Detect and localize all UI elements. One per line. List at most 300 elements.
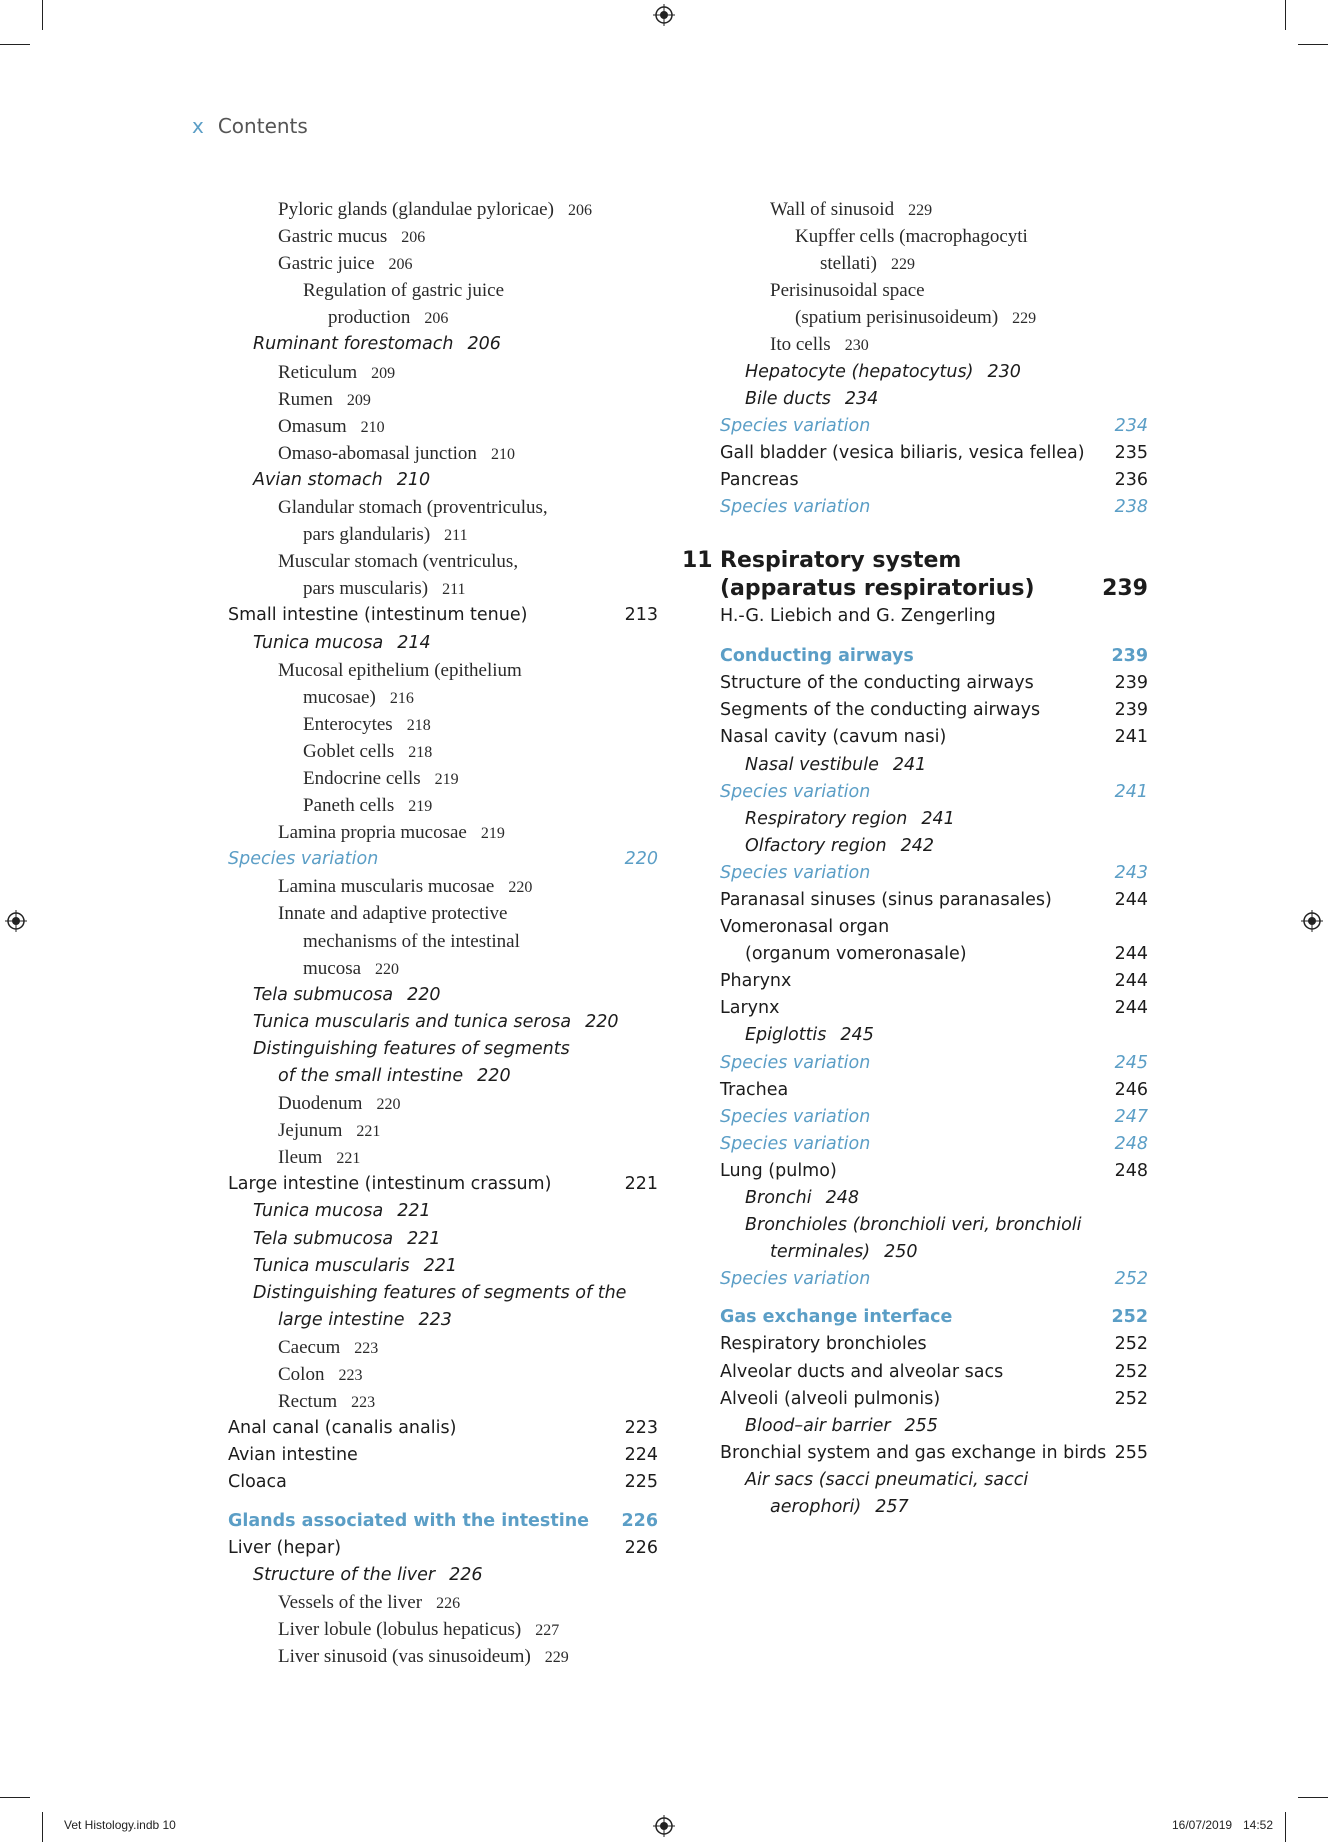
toc-entry-title: Species variation bbox=[720, 1052, 871, 1073]
toc-entry bbox=[720, 413, 1148, 440]
running-header bbox=[192, 114, 308, 138]
toc-entry bbox=[228, 1144, 658, 1171]
toc-entry-title: Bronchioles (bronchioli veri, bronchioli bbox=[745, 1215, 1082, 1236]
toc-entry bbox=[228, 521, 658, 548]
toc-entry-page: 210 bbox=[396, 469, 431, 490]
toc-entry bbox=[720, 1359, 1148, 1386]
toc-entry-page: 220 bbox=[407, 984, 441, 1005]
toc-entry-page: 242 bbox=[900, 835, 934, 856]
toc-entry-page: 210 bbox=[490, 445, 515, 463]
toc-entry bbox=[720, 1050, 1148, 1077]
toc-entry-title: Alveoli (alveoli pulmonis) bbox=[720, 1388, 941, 1409]
toc-entry bbox=[228, 1388, 658, 1415]
toc-entry-page: 245 bbox=[1114, 1052, 1148, 1073]
toc-entry bbox=[228, 738, 658, 765]
toc-entry bbox=[720, 1185, 1148, 1212]
toc-entry-title: Large intestine (intestinum crassum) bbox=[228, 1174, 552, 1195]
toc-entry bbox=[228, 196, 658, 223]
toc-entry-page: 234 bbox=[1114, 415, 1148, 436]
crop-mark bbox=[42, 1812, 43, 1842]
toc-entry bbox=[228, 602, 658, 629]
footer-date: 16/07/2019 bbox=[1172, 1818, 1233, 1832]
toc-entry-title: (spatium perisinusoideum) 229 bbox=[795, 307, 1037, 329]
toc-entry bbox=[228, 1198, 658, 1225]
toc-entry-page: 221 bbox=[336, 1150, 361, 1168]
running-header-title: Contents bbox=[217, 114, 308, 138]
toc-entry-title: Pharynx bbox=[720, 971, 792, 992]
toc-entry-page: 219 bbox=[480, 825, 505, 843]
toc-entry-title: Trachea bbox=[720, 1079, 789, 1100]
toc-entry bbox=[720, 359, 1148, 386]
toc-entry-page: 244 bbox=[1114, 944, 1148, 965]
toc-entry bbox=[228, 331, 658, 358]
toc-entry-page: 223 bbox=[418, 1309, 452, 1330]
toc-entry-page: 244 bbox=[1114, 998, 1148, 1019]
toc-entry-page: 252 bbox=[1114, 1388, 1148, 1409]
chapter-title-line-2: (apparatus respiratorius) bbox=[720, 576, 1035, 602]
toc-entry-title: Endocrine cells 219 bbox=[303, 767, 459, 789]
toc-entry-title: Paneth cells 219 bbox=[303, 795, 433, 817]
chapter-title-line-1: Respiratory system bbox=[720, 548, 962, 574]
toc-entry-page: 211 bbox=[444, 527, 468, 545]
toc-entry bbox=[228, 1090, 658, 1117]
toc-entry-page: 255 bbox=[1114, 1442, 1148, 1463]
toc-entry bbox=[720, 494, 1148, 521]
toc-entry bbox=[228, 1562, 658, 1589]
toc-entry bbox=[228, 494, 658, 521]
toc-entry bbox=[228, 955, 658, 982]
toc-entry-page: 209 bbox=[371, 364, 396, 382]
toc-entry-title: Small intestine (intestinum tenue) bbox=[228, 605, 528, 626]
toc-entry-title: terminales) 250 bbox=[770, 1242, 918, 1263]
toc-entry bbox=[720, 440, 1148, 467]
toc-entry-title: Gall bladder (vesica biliaris, vesica fellea) bbox=[720, 442, 1085, 463]
toc-entry-page: 221 bbox=[407, 1228, 441, 1249]
toc-entry-page: 229 bbox=[890, 256, 915, 274]
toc-entry-page: 206 bbox=[424, 310, 449, 328]
toc-entry bbox=[720, 1266, 1148, 1293]
toc-entry bbox=[720, 467, 1148, 494]
toc-section-heading bbox=[720, 1304, 1148, 1331]
toc-entry-page: 223 bbox=[351, 1394, 376, 1412]
toc-entry-title: pars glandularis) 211 bbox=[303, 524, 468, 546]
toc-entry bbox=[228, 846, 658, 873]
toc-entry-page: 206 bbox=[567, 202, 592, 219]
chapter-page: 239 bbox=[1102, 576, 1148, 602]
toc-entry-title: Species variation bbox=[720, 415, 871, 436]
toc-entry-page: 252 bbox=[1114, 1334, 1148, 1355]
registration-mark-icon bbox=[1301, 910, 1323, 932]
crop-mark bbox=[0, 44, 30, 45]
toc-entry bbox=[228, 792, 658, 819]
toc-entry-title: Distinguishing features of segments of the bbox=[253, 1282, 627, 1303]
toc-entry-title: of the small intestine 220 bbox=[278, 1066, 511, 1086]
toc-entry-page: 236 bbox=[1114, 469, 1148, 490]
crop-mark bbox=[1298, 1797, 1328, 1798]
toc-entry bbox=[228, 250, 658, 277]
toc-entry-title: mucosa 220 bbox=[303, 957, 400, 979]
toc-entry bbox=[720, 250, 1148, 277]
toc-entry bbox=[228, 1442, 658, 1469]
toc-entry bbox=[720, 941, 1148, 968]
toc-entry-page: 239 bbox=[1111, 646, 1148, 667]
toc-entry-title: stellati) 229 bbox=[820, 253, 915, 275]
crop-mark bbox=[1285, 0, 1286, 30]
toc-entry-title: Goblet cells 218 bbox=[303, 740, 433, 762]
toc-entry-title: Tela submucosa 220 bbox=[253, 984, 441, 1005]
toc-entry-page: 226 bbox=[621, 1510, 658, 1531]
toc-entry-title: Glands associated with the intestine bbox=[228, 1510, 590, 1531]
toc-entry bbox=[228, 1226, 658, 1253]
toc-entry-title: Species variation bbox=[720, 1133, 871, 1154]
toc-entry-page: 218 bbox=[408, 743, 433, 761]
toc-entry bbox=[228, 684, 658, 711]
toc-entry bbox=[228, 277, 658, 304]
crop-mark bbox=[1285, 1812, 1286, 1842]
toc-entry-page: 221 bbox=[624, 1174, 658, 1195]
toc-entry-page: 226 bbox=[449, 1564, 483, 1585]
toc-entry-title: Glandular stomach (proventriculus, bbox=[278, 497, 548, 519]
toc-entry-page: 246 bbox=[1114, 1079, 1148, 1100]
toc-entry bbox=[720, 196, 1148, 223]
toc-entry-title: Wall of sinusoid 229 bbox=[770, 199, 933, 220]
toc-entry bbox=[228, 359, 658, 386]
toc-entry-title: Liver sinusoid (vas sinusoideum) 229 bbox=[278, 1645, 569, 1667]
toc-entry-page: 220 bbox=[508, 879, 533, 897]
toc-entry bbox=[720, 860, 1148, 887]
toc-entry bbox=[228, 711, 658, 738]
toc-entry-page: 219 bbox=[408, 798, 433, 816]
toc-entry-title: Conducting airways bbox=[720, 646, 914, 667]
toc-entry bbox=[228, 1009, 658, 1036]
toc-entry-title: (organum vomeronasale) bbox=[745, 944, 967, 965]
toc-entry bbox=[228, 1117, 658, 1144]
running-header-page-number: x bbox=[192, 114, 204, 138]
toc-entry-title: Ruminant forestomach 206 bbox=[253, 334, 501, 355]
toc-entry-title: Species variation bbox=[720, 1106, 871, 1127]
toc-entry-page: 243 bbox=[1114, 862, 1148, 883]
toc-entry-title: Bronchi 248 bbox=[745, 1188, 859, 1208]
toc-entry bbox=[228, 1361, 658, 1388]
toc-entry-title: Gastric mucus 206 bbox=[278, 226, 426, 248]
toc-entry-title: Cloaca bbox=[228, 1472, 287, 1493]
toc-entry bbox=[720, 833, 1148, 860]
chapter-heading bbox=[682, 547, 1148, 603]
toc-entry-page: 211 bbox=[442, 581, 466, 599]
toc-entry bbox=[228, 765, 658, 792]
toc-entry bbox=[720, 304, 1148, 331]
crop-mark bbox=[42, 0, 43, 30]
toc-entry-page: 227 bbox=[535, 1621, 560, 1639]
toc-entry-title: Gastric juice 206 bbox=[278, 253, 413, 275]
toc-entry-title: Reticulum 209 bbox=[278, 361, 396, 383]
toc-entry bbox=[720, 1239, 1148, 1266]
toc-entry-title: Lamina propria mucosae 219 bbox=[278, 822, 505, 844]
toc-entry bbox=[228, 440, 658, 467]
toc-entry-title: Species variation bbox=[720, 781, 871, 802]
contents-right-column bbox=[682, 196, 1148, 1521]
toc-entry-title: Hepatocyte (hepatocytus) 230 bbox=[745, 361, 1021, 382]
toc-entry bbox=[720, 1158, 1148, 1185]
toc-entry-title: Tela submucosa 221 bbox=[253, 1228, 441, 1249]
toc-entry bbox=[720, 1131, 1148, 1158]
toc-entry-page: 220 bbox=[624, 849, 658, 870]
toc-entry bbox=[720, 1413, 1148, 1440]
toc-entry-title: Liver (hepar) bbox=[228, 1537, 342, 1558]
toc-entry-page: 235 bbox=[1114, 442, 1148, 463]
toc-entry-title: Rectum 223 bbox=[278, 1391, 376, 1413]
toc-entry-page: 214 bbox=[397, 632, 431, 653]
toc-entry-title: Omaso-abomasal junction 210 bbox=[278, 442, 515, 464]
toc-entry-page: 223 bbox=[354, 1339, 379, 1357]
toc-entry-title: mechanisms of the intestinal bbox=[303, 930, 520, 952]
toc-entry bbox=[228, 630, 658, 657]
toc-entry bbox=[720, 1331, 1148, 1358]
toc-entry bbox=[228, 982, 658, 1009]
toc-entry-title: Nasal cavity (cavum nasi) bbox=[720, 727, 947, 748]
toc-entry-title: Paranasal sinuses (sinus paranasales) bbox=[720, 889, 1052, 910]
toc-entry-title: Enterocytes 218 bbox=[303, 713, 431, 735]
toc-entry-page: 247 bbox=[1114, 1106, 1148, 1127]
toc-entry-title: pars muscularis) 211 bbox=[303, 578, 466, 600]
toc-entry-title: mucosae) 216 bbox=[303, 686, 414, 708]
registration-mark-icon bbox=[653, 4, 675, 26]
toc-entry bbox=[720, 887, 1148, 914]
toc-entry bbox=[720, 697, 1148, 724]
toc-entry bbox=[228, 223, 658, 250]
toc-entry-title: Bile ducts 234 bbox=[745, 388, 879, 409]
toc-entry-title: Alveolar ducts and alveolar sacs bbox=[720, 1361, 1004, 1382]
toc-entry-page: 213 bbox=[624, 605, 658, 626]
toc-entry bbox=[720, 1386, 1148, 1413]
toc-entry bbox=[720, 968, 1148, 995]
toc-entry-title: Epiglottis 245 bbox=[745, 1025, 874, 1046]
toc-entry-title: Larynx bbox=[720, 998, 780, 1019]
toc-entry bbox=[228, 1334, 658, 1361]
toc-entry bbox=[720, 752, 1148, 779]
toc-entry-page: 221 bbox=[397, 1201, 431, 1222]
toc-entry-page: 206 bbox=[467, 334, 501, 355]
toc-entry bbox=[228, 548, 658, 575]
toc-entry bbox=[228, 819, 658, 846]
toc-entry-title: aerophori) 257 bbox=[770, 1497, 909, 1518]
toc-entry-title: Distinguishing features of segments bbox=[253, 1038, 570, 1059]
toc-entry bbox=[720, 670, 1148, 697]
toc-entry-page: 225 bbox=[624, 1472, 658, 1493]
toc-entry-title: Regulation of gastric juice bbox=[303, 280, 505, 302]
toc-entry-page: 241 bbox=[1114, 781, 1148, 802]
toc-entry-title: Respiratory bronchioles bbox=[720, 1334, 927, 1355]
toc-entry bbox=[228, 1415, 658, 1442]
toc-entry-title: Tunica muscularis and tunica serosa 220 bbox=[253, 1011, 619, 1032]
toc-entry-page: 239 bbox=[1114, 700, 1148, 721]
toc-entry-title: Innate and adaptive protective bbox=[278, 903, 508, 925]
toc-entry-title: Lung (pulmo) bbox=[720, 1160, 837, 1181]
toc-entry-page: 248 bbox=[825, 1188, 859, 1208]
toc-entry bbox=[228, 413, 658, 440]
chapter-number: 11 bbox=[682, 548, 713, 574]
toc-entry-page: 220 bbox=[376, 1096, 401, 1114]
toc-entry-page: 210 bbox=[360, 418, 385, 436]
toc-entry-title: Species variation bbox=[228, 849, 379, 870]
toc-entry-page: 238 bbox=[1114, 497, 1148, 518]
toc-entry-page: 230 bbox=[987, 361, 1021, 382]
crop-mark bbox=[0, 1797, 30, 1798]
toc-entry-page: 219 bbox=[434, 770, 459, 788]
toc-entry-page: 244 bbox=[1114, 889, 1148, 910]
toc-entry bbox=[720, 1104, 1148, 1131]
toc-entry bbox=[228, 386, 658, 413]
registration-mark-icon bbox=[5, 910, 27, 932]
toc-entry-page: 223 bbox=[624, 1418, 658, 1439]
toc-entry-page: 221 bbox=[356, 1123, 381, 1141]
toc-entry-title: Duodenum 220 bbox=[278, 1093, 401, 1115]
toc-entry-page: 209 bbox=[346, 391, 371, 409]
toc-entry-page: 250 bbox=[884, 1242, 918, 1263]
toc-entry-title: Respiratory region 241 bbox=[745, 808, 955, 829]
toc-entry-title: Liver lobule (lobulus hepaticus) 227 bbox=[278, 1618, 560, 1640]
toc-entry-title: Perisinusoidal space bbox=[770, 280, 925, 302]
toc-entry-page: 229 bbox=[908, 202, 933, 219]
toc-entry bbox=[228, 467, 658, 494]
toc-entry-page: 239 bbox=[1114, 673, 1148, 694]
toc-entry-title: Pyloric glands (glandulae pyloricae) 206 bbox=[278, 199, 592, 220]
toc-entry bbox=[720, 995, 1148, 1022]
toc-entry-page: 255 bbox=[904, 1415, 938, 1436]
toc-entry bbox=[228, 1171, 658, 1198]
toc-entry bbox=[720, 1022, 1148, 1049]
toc-entry-page: 206 bbox=[401, 229, 426, 247]
toc-entry bbox=[720, 1077, 1148, 1104]
toc-entry-title: Vomeronasal organ bbox=[720, 917, 890, 938]
toc-entry bbox=[720, 223, 1148, 250]
toc-entry bbox=[228, 657, 658, 684]
toc-entry bbox=[228, 1063, 658, 1090]
toc-entry bbox=[228, 575, 658, 602]
footer-file: Vet Histology.indb 10 bbox=[64, 1818, 176, 1832]
toc-entry-title: Tunica muscularis 221 bbox=[253, 1255, 458, 1276]
crop-mark bbox=[1298, 44, 1328, 45]
toc-entry bbox=[720, 806, 1148, 833]
toc-entry bbox=[720, 914, 1148, 941]
toc-entry-title: Pancreas bbox=[720, 469, 799, 490]
toc-entry bbox=[720, 1494, 1148, 1521]
toc-entry bbox=[720, 779, 1148, 806]
toc-entry-title: Ileum 221 bbox=[278, 1147, 361, 1169]
contents-left-column bbox=[228, 196, 658, 1670]
toc-entry-title: Air sacs (sacci pneumatici, sacci bbox=[745, 1469, 1029, 1490]
toc-entry-title: Segments of the conducting airways bbox=[720, 700, 1041, 721]
toc-entry bbox=[720, 1467, 1148, 1494]
toc-entry bbox=[228, 1307, 658, 1334]
toc-entry bbox=[720, 331, 1148, 358]
toc-entry-title: Avian intestine bbox=[228, 1445, 358, 1466]
toc-entry-title: Jejunum 221 bbox=[278, 1120, 381, 1142]
toc-entry-title: Omasum 210 bbox=[278, 415, 385, 437]
toc-entry-page: 226 bbox=[436, 1594, 461, 1612]
toc-entry bbox=[228, 1280, 658, 1307]
toc-entry-page: 244 bbox=[1114, 971, 1148, 992]
toc-entry bbox=[228, 928, 658, 955]
toc-entry-title: Olfactory region 242 bbox=[745, 835, 934, 856]
toc-entry bbox=[228, 873, 658, 900]
toc-entry-title: large intestine 223 bbox=[278, 1309, 452, 1330]
toc-section-heading bbox=[720, 643, 1148, 670]
toc-entry-title: Avian stomach 210 bbox=[253, 469, 431, 490]
toc-entry-title: Nasal vestibule 241 bbox=[745, 754, 927, 775]
toc-entry bbox=[228, 1253, 658, 1280]
toc-entry-page: 248 bbox=[1114, 1133, 1148, 1154]
toc-entry-title: Structure of the conducting airways bbox=[720, 673, 1034, 694]
toc-entry-title: Blood–air barrier 255 bbox=[745, 1415, 938, 1436]
toc-entry-page: 257 bbox=[875, 1497, 909, 1518]
toc-entry-title: Kupffer cells (macrophagocyti bbox=[795, 226, 1028, 248]
toc-section-heading bbox=[228, 1508, 658, 1535]
toc-entry bbox=[720, 1212, 1148, 1239]
toc-entry-title: Ito cells 230 bbox=[770, 334, 869, 356]
toc-entry-title: Bronchial system and gas exchange in birds bbox=[720, 1442, 1107, 1463]
toc-entry-title: Colon 223 bbox=[278, 1364, 363, 1386]
toc-entry-page: 220 bbox=[375, 960, 400, 978]
toc-entry-title: Lamina muscularis mucosae 220 bbox=[278, 876, 533, 898]
toc-entry-page: 241 bbox=[892, 754, 927, 775]
toc-entry-page: 241 bbox=[921, 808, 955, 829]
toc-entry-page: 252 bbox=[1111, 1307, 1148, 1328]
footer-time: 14:52 bbox=[1243, 1818, 1274, 1832]
toc-entry-title: production 206 bbox=[328, 307, 449, 329]
toc-entry-title: Vessels of the liver 226 bbox=[278, 1591, 461, 1613]
toc-entry bbox=[228, 1036, 658, 1063]
toc-entry bbox=[228, 1589, 658, 1616]
toc-entry-page: 224 bbox=[624, 1445, 658, 1466]
toc-entry-page: 216 bbox=[389, 689, 414, 707]
toc-entry-title: Rumen 209 bbox=[278, 388, 371, 410]
toc-entry-title: Muscular stomach (ventriculus, bbox=[278, 551, 519, 573]
toc-entry-page: 241 bbox=[1114, 727, 1148, 748]
toc-entry bbox=[720, 1440, 1148, 1467]
toc-entry-page: 248 bbox=[1114, 1160, 1148, 1181]
toc-entry bbox=[228, 1535, 658, 1562]
toc-entry-page: 221 bbox=[423, 1255, 458, 1276]
toc-entry-page: 226 bbox=[624, 1537, 658, 1558]
toc-entry bbox=[720, 277, 1148, 304]
toc-entry-title: Mucosal epithelium (epithelium bbox=[278, 659, 522, 681]
toc-entry-page: 218 bbox=[406, 716, 431, 734]
toc-entry bbox=[228, 1469, 658, 1496]
toc-entry-page: 230 bbox=[844, 337, 869, 355]
toc-entry-page: 234 bbox=[844, 388, 879, 409]
toc-entry-page: 245 bbox=[840, 1025, 874, 1046]
toc-entry-title: Gas exchange interface bbox=[720, 1307, 953, 1328]
toc-entry-page: 220 bbox=[477, 1066, 511, 1086]
toc-entry-title: Anal canal (canalis analis) bbox=[228, 1418, 457, 1439]
toc-entry-page: 223 bbox=[338, 1367, 363, 1385]
toc-entry-title: Tunica mucosa 221 bbox=[253, 1201, 431, 1222]
toc-entry bbox=[720, 724, 1148, 751]
toc-entry-page: 229 bbox=[1012, 310, 1037, 328]
toc-entry-page: 252 bbox=[1114, 1269, 1148, 1290]
toc-entry bbox=[228, 304, 658, 331]
toc-entry-title: Structure of the liver 226 bbox=[253, 1564, 483, 1585]
registration-mark-icon bbox=[653, 1815, 675, 1837]
toc-entry-title: Species variation bbox=[720, 862, 871, 883]
toc-entry bbox=[720, 386, 1148, 413]
toc-entry-page: 229 bbox=[544, 1648, 569, 1666]
toc-entry-title: Caecum 223 bbox=[278, 1336, 379, 1358]
toc-entry-title: Tunica mucosa 214 bbox=[253, 632, 431, 653]
toc-entry-title: Species variation bbox=[720, 497, 871, 518]
toc-entry-page: 206 bbox=[388, 256, 413, 274]
